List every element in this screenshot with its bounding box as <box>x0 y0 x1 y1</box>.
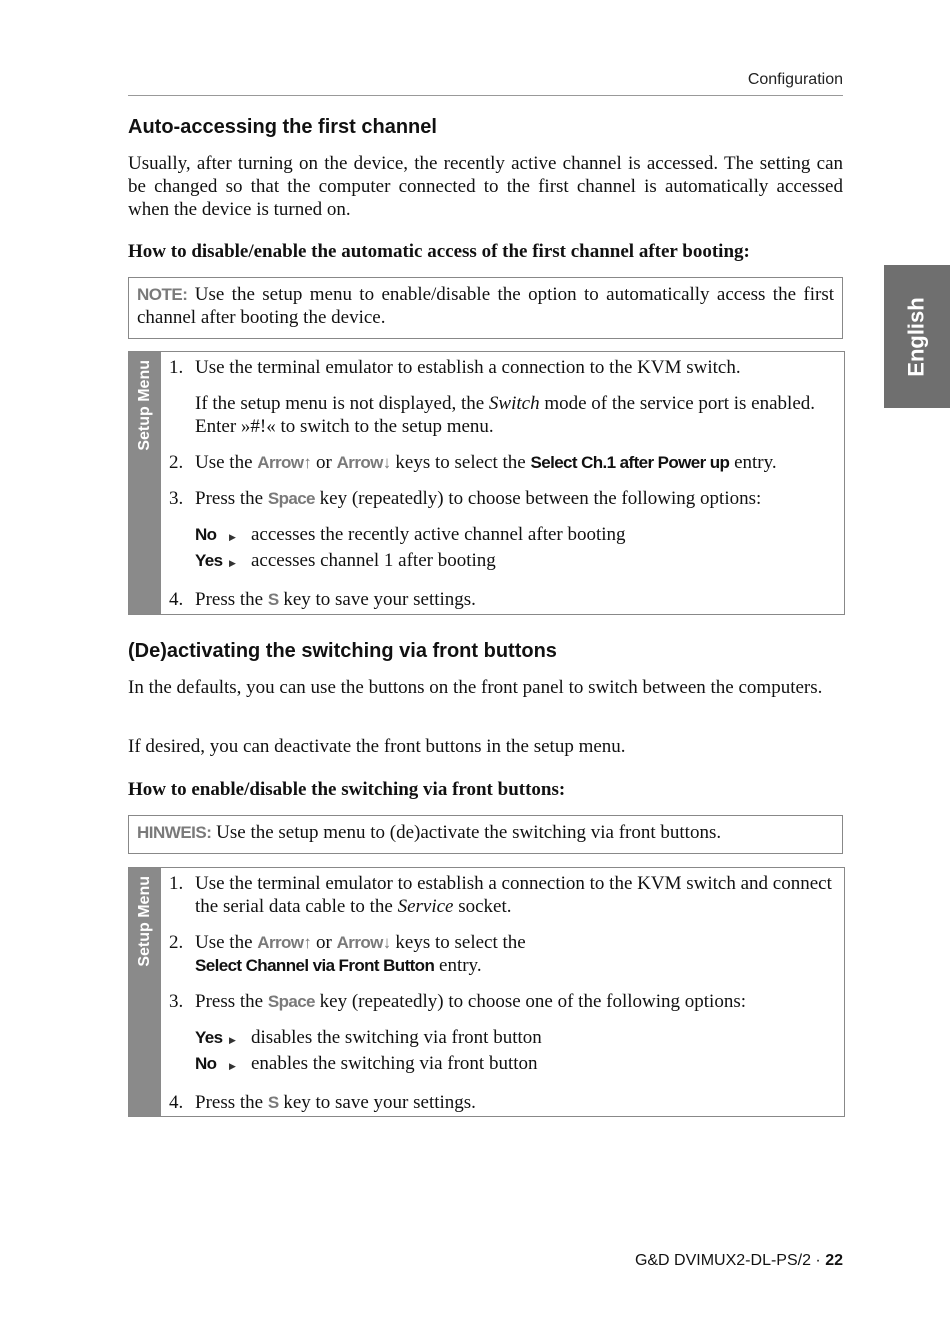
step-text: Press the S key to save your settings. <box>195 589 476 610</box>
step-list <box>161 868 844 1116</box>
key-name: Arrow↓ <box>336 453 391 472</box>
step-subtext: If the setup menu is not displayed, the Switch mode of the service port is enabled. Enter »#!« to switch to the setup menu. <box>195 393 816 437</box>
step-text: Use the Arrow↑ or Arrow↓ keys to select the Select Channel via Front Button entry. <box>195 932 526 976</box>
step-item <box>169 931 832 977</box>
key-name: S <box>267 1093 279 1112</box>
step-number: 1. <box>169 873 184 894</box>
setup-menu-steps-front-buttons <box>128 867 845 1117</box>
menu-entry: Select Ch.1 after Power up <box>530 453 730 472</box>
step-text: Use the Arrow↑ or Arrow↓ keys to select the Select Ch.1 after Power up entry. <box>195 452 777 473</box>
option-item <box>195 1052 832 1078</box>
option-key: No <box>195 525 217 544</box>
note-label: HINWEIS: <box>137 823 212 842</box>
step-number: 3. <box>169 488 184 509</box>
language-tab-label: English <box>904 296 930 377</box>
note-text: Use the setup menu to enable/disable the option to automatically access the first channel after booting the device. <box>137 284 834 328</box>
mode-name: Switch <box>488 393 540 414</box>
option-list <box>195 1026 832 1078</box>
page-footer <box>635 1252 843 1270</box>
step-number: 2. <box>169 932 184 953</box>
step-number: 2. <box>169 452 184 473</box>
section-title-auto-access: Auto-accessing the first channel <box>128 116 437 138</box>
howto-heading-front-buttons: How to enable/disable the switching via front buttons: <box>128 779 566 800</box>
setup-menu-tab <box>129 868 161 1116</box>
section-intro-front-buttons: In the defaults, you can use the buttons on the front panel to switch between the computers. <box>128 677 823 698</box>
key-name: Arrow↑ <box>257 453 312 472</box>
key-name: Space <box>267 992 315 1011</box>
option-item <box>195 523 832 549</box>
option-item <box>195 549 832 575</box>
step-list <box>161 352 844 614</box>
step-number: 1. <box>169 357 184 378</box>
triangle-right-icon: ▶ <box>229 532 236 542</box>
note-text: Use the setup menu to (de)activate the switching via front buttons. <box>211 822 722 843</box>
triangle-right-icon: ▶ <box>229 1061 236 1071</box>
page-number: 22 <box>825 1252 843 1269</box>
note-box-auto-access <box>128 277 843 339</box>
section-intro-front-buttons-2: If desired, you can deactivate the front buttons in the setup menu. <box>128 736 626 757</box>
option-key: Yes <box>195 1028 223 1047</box>
footer-product: G&D DVIMUX2-DL-PS/2 · <box>634 1252 826 1269</box>
menu-entry: Select Channel via Front Button <box>195 956 435 975</box>
setup-menu-steps-auto-access <box>128 351 845 615</box>
step-text: Press the Space key (repeatedly) to choose between the following options: <box>195 488 762 509</box>
step-number: 3. <box>169 991 184 1012</box>
step-item <box>169 487 832 575</box>
key-name: S <box>267 590 279 609</box>
option-text: enables the switching via front button <box>251 1053 538 1074</box>
step-item <box>169 356 832 438</box>
step-item <box>169 451 832 474</box>
key-name: Space <box>267 489 315 508</box>
setup-menu-tab <box>129 352 161 614</box>
setup-menu-tab-label: Setup Menu <box>136 876 153 967</box>
section-title-front-buttons: (De)activating the switching via front buttons <box>128 640 557 662</box>
note-label: NOTE: <box>137 285 188 304</box>
running-header: Configuration <box>747 71 843 88</box>
socket-name: Service <box>397 896 454 917</box>
step-number: 4. <box>169 1092 184 1113</box>
option-text: disables the switching via front button <box>251 1027 542 1048</box>
option-key: No <box>195 1054 217 1073</box>
step-item <box>169 990 832 1078</box>
step-number: 4. <box>169 589 184 610</box>
step-text: Press the S key to save your settings. <box>195 1092 476 1113</box>
step-item <box>169 1091 832 1114</box>
step-text: Use the terminal emulator to establish a connection to the KVM switch. <box>195 357 741 378</box>
howto-heading-auto-access: How to disable/enable the automatic access of the first channel after booting: <box>128 241 750 262</box>
step-text: Press the Space key (repeatedly) to choose one of the following options: <box>195 991 747 1012</box>
option-item <box>195 1026 832 1052</box>
section-intro-auto-access: Usually, after turning on the device, the recently active channel is accessed. The setting can be changed so that the computer connected to the first channel is automatically accessed when the device is turned on. <box>128 153 843 220</box>
option-text: accesses the recently active channel after booting <box>251 524 626 545</box>
option-key: Yes <box>195 551 223 570</box>
step-text: Use the terminal emulator to establish a connection to the KVM switch and connect the serial data cable to the Service socket. <box>195 873 832 917</box>
option-text: accesses channel 1 after booting <box>251 550 496 571</box>
note-box-front-buttons <box>128 815 843 854</box>
header-divider <box>128 95 843 96</box>
step-item <box>169 588 832 611</box>
key-name: Arrow↓ <box>336 933 391 952</box>
step-item <box>169 872 832 918</box>
triangle-right-icon: ▶ <box>229 1035 236 1045</box>
option-list <box>195 523 832 575</box>
language-tab <box>884 265 950 408</box>
setup-menu-tab-label: Setup Menu <box>136 360 153 451</box>
key-name: Arrow↑ <box>257 933 312 952</box>
triangle-right-icon: ▶ <box>229 558 236 568</box>
